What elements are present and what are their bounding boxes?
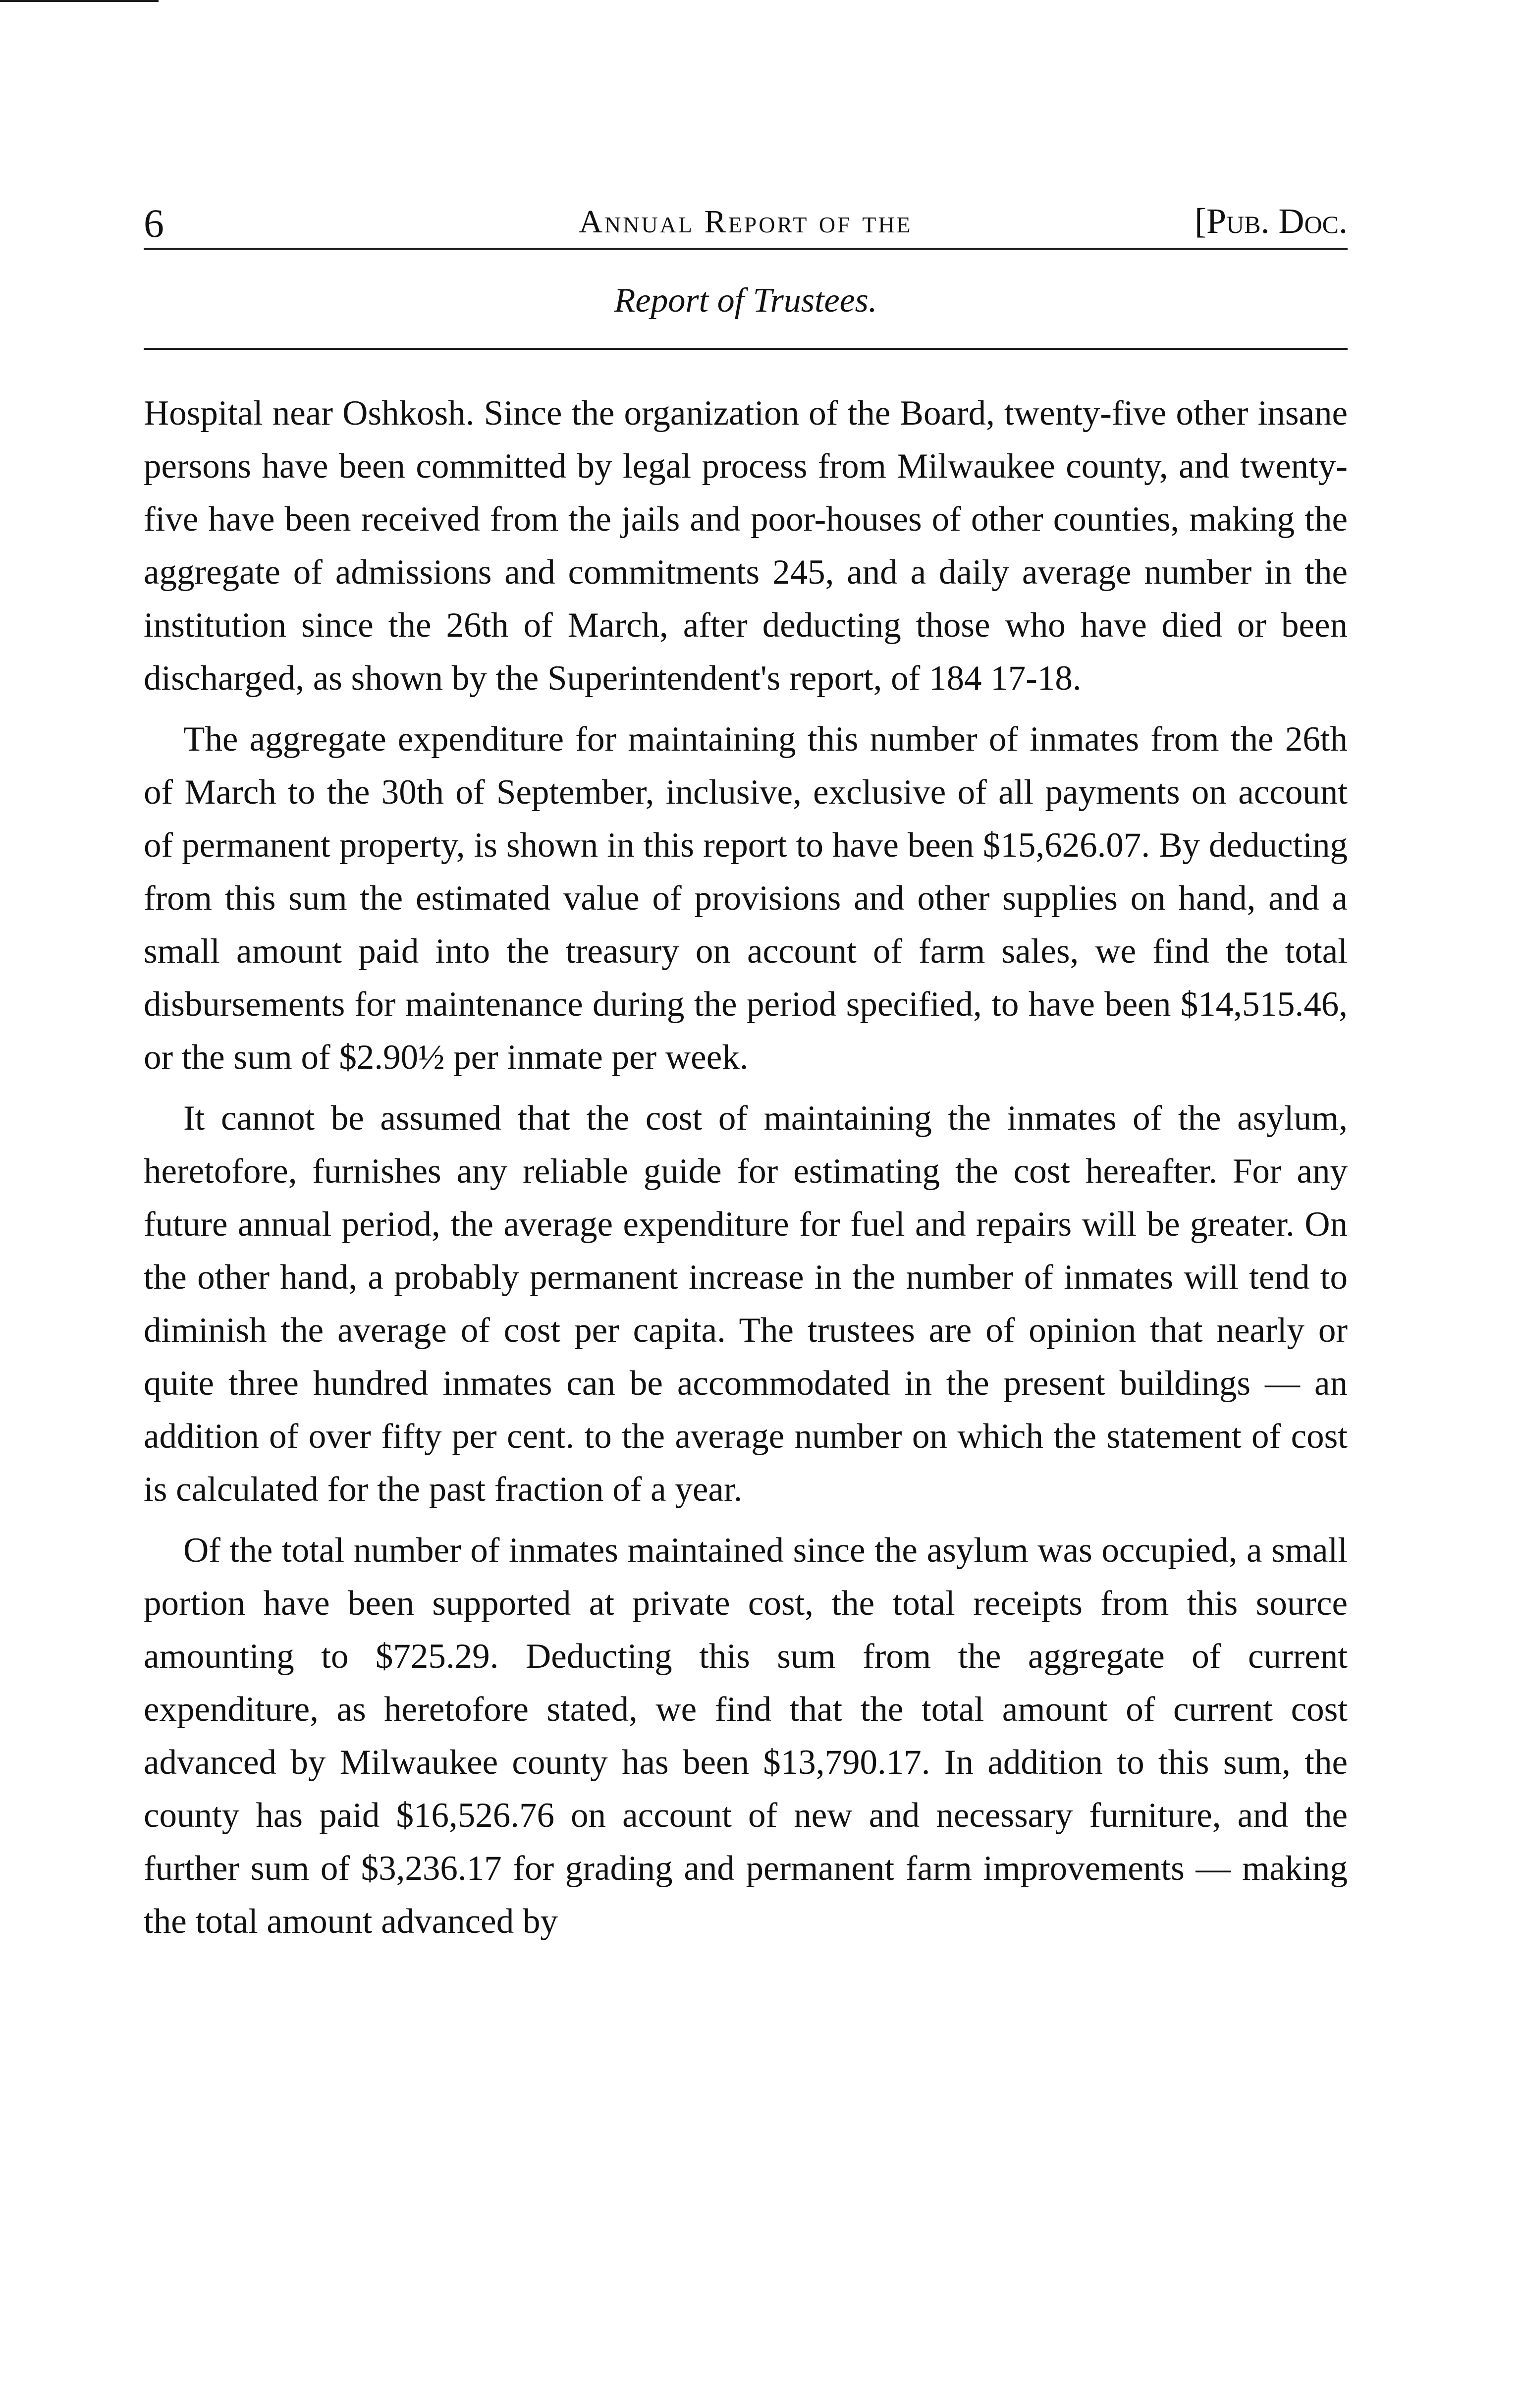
page-number: 6 [144,201,164,246]
document-page [144,149,1348,1948]
paragraph: Of the total number of inmates maintained since the asylum was occupied, a small portion have been supported at private cost, the total receipts from this source amounting to $725.29. Deducting this sum from the aggregate of current expenditure, as heretofore stated, we find that the total amount of current cost advanced by Milwaukee county has been $13,790.17. In addition to this sum, the county has paid $16,526.76 on account of new and necessary furniture, and the further sum of $3,236.17 for grading and permanent farm improvements — making the total amount advanced by [144,1531,1348,1941]
paragraph: The aggregate expenditure for maintaining this number of inmates from the 26th of March to the 30th of September, inclusive, exclusive of all payments on account of permanent property, is shown in this report to have been $15,626.07. By deducting from this sum the estimated value of provisions and other supplies on hand, and a small amount paid into the treasury on account of farm sales, we find the total disbursements for maintenance during the period specified, to have been $14,515.46, or the sum of $2.90½ per inmate per week. [144,720,1348,1077]
paragraph: Hospital near Oshkosh. Since the organization of the Board, twenty-five other insane persons have been committed by legal process from Milwaukee county, and twenty-five have been received from the jails and poor-houses of other counties, making the aggregate of admissions and commitments 245, and a daily average number in the institution since the 26th of March, after deducting those who have died or been discharged, as shown by the Superintendent's report, of 184 17-18. [144,394,1348,698]
paragraph: It cannot be assumed that the cost of maintaining the inmates of the asylum, heretofore, furnishes any reliable guide for estimating the cost hereafter. For any future annual period, the average expenditure for fuel and repairs will be greater. On the other hand, a probably permanent increase in the number of inmates will tend to diminish the average of cost per capita. The trustees are of opinion that nearly or quite three hundred inmates can be accommodated in the present buildings — an addition of over fifty per cent. to the average number on which the statement of cost is calculated for the past fraction of a year. [144,1099,1348,1509]
section-title: Report of Trustees. [614,281,877,320]
header-rule-bottom [144,348,1348,350]
scan-edge-mark [0,0,159,2]
document-label: [Pub. Doc. [1195,201,1348,241]
running-head-title: Annual Report of the [579,204,913,240]
body-text [144,387,1348,1948]
running-head [144,149,1348,248]
